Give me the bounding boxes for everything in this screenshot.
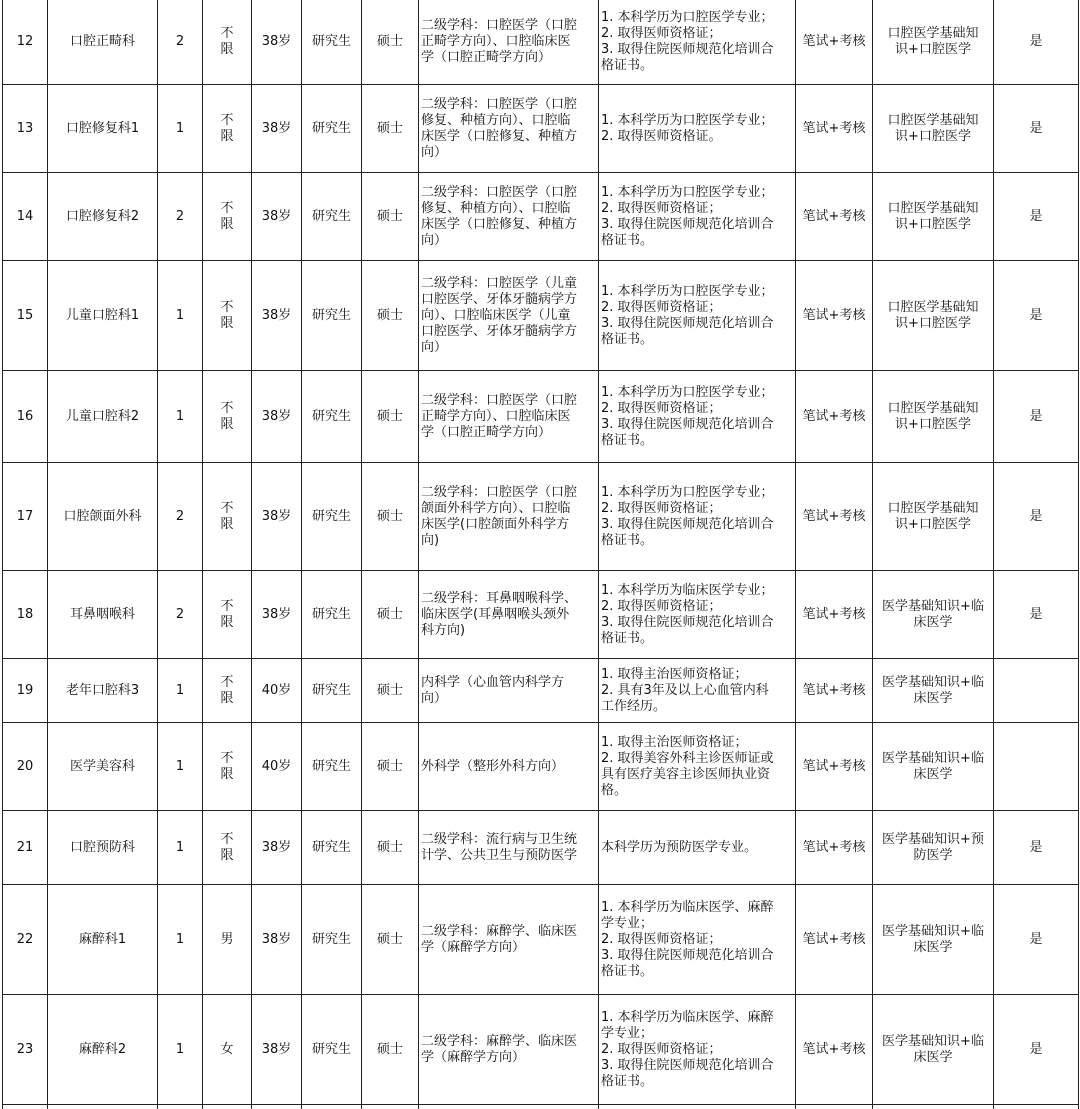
table-row [3,571,1079,659]
cell-exam-method: 笔试+考核 [796,811,873,885]
table-row [3,261,1079,371]
cell-count: 1 [158,371,203,463]
cell-degree: 硕士 [362,811,419,885]
cell-gender: 女 [203,995,252,1105]
cell-exam-content: 医学基础知识+临 床医学 [873,885,994,995]
cell-exam-method: 笔试+考核 [796,995,873,1105]
cell-requirements: 1. 本科学历为临床医学、麻醉 学专业； 2. 取得医师资格证； 3. 取得住院医师规范化培训合 格证书。 [599,885,796,995]
cell-number: 20 [3,723,48,811]
cell-gender: 不 限 [203,173,252,261]
cell-degree: 硕士 [362,85,419,173]
cell-education: 研究生 [302,371,362,463]
cell-degree: 硕士 [362,371,419,463]
cell-major: 二级学科：流行病与卫生统 计学、公共卫生与预防医学 [419,811,599,885]
cell-count: 1 [158,885,203,995]
cell-requirements: 本科学历为预防医学专业。 [599,811,796,885]
cell-major: 二级学科：口腔医学（儿童 口腔医学、牙体牙髓病学方 向）、口腔临床医学（儿童 口腔医学、牙体牙髓病学方 向） [419,261,599,371]
cell-age: 40岁 [252,659,302,723]
cell-degree: 硕士 [362,659,419,723]
cell-exam-method: 笔试+考核 [796,85,873,173]
table-body [3,0,1079,1105]
cell-degree: 硕士 [362,0,419,85]
cell-exam-content: 口腔医学基础知 识+口腔医学 [873,0,994,85]
cell-department: 儿童口腔科2 [48,371,158,463]
cell-count: 1 [158,811,203,885]
cell-department: 麻醉科1 [48,885,158,995]
cell-degree: 硕士 [362,261,419,371]
cell-gender: 不 限 [203,659,252,723]
cell-department: 儿童口腔科1 [48,261,158,371]
cell-requirements: 1. 本科学历为口腔医学专业； 2. 取得医师资格证； 3. 取得住院医师规范化培训合 格证书。 [599,261,796,371]
cell-education: 研究生 [302,811,362,885]
cell-age: 38岁 [252,173,302,261]
cell-flag: 是 [994,0,1079,85]
cell-age: 38岁 [252,371,302,463]
cell-requirements: 1. 本科学历为口腔医学专业； 2. 取得医师资格证； 3. 取得住院医师规范化培训合 格证书。 [599,371,796,463]
cell-exam-method: 笔试+考核 [796,463,873,571]
cell-department: 耳鼻咽喉科 [48,571,158,659]
cell-requirements: 1. 本科学历为临床医学专业； 2. 取得医师资格证； 3. 取得住院医师规范化培训合 格证书。 [599,571,796,659]
cell-number: 14 [3,173,48,261]
table-row [3,371,1079,463]
cell-education: 研究生 [302,463,362,571]
cell-degree: 硕士 [362,723,419,811]
cell-major: 二级学科：口腔医学（口腔 修复、种植方向）、口腔临 床医学（口腔修复、种植方 向） [419,173,599,261]
cell-major: 二级学科：麻醉学、临床医 学（麻醉学方向） [419,995,599,1105]
cell-exam-content: 口腔医学基础知 识+口腔医学 [873,261,994,371]
cell-number: 15 [3,261,48,371]
cell-department: 口腔修复科1 [48,85,158,173]
cell-age: 38岁 [252,571,302,659]
cell-number: 19 [3,659,48,723]
cell-degree: 硕士 [362,995,419,1105]
cell-gender: 不 限 [203,811,252,885]
cell-education: 研究生 [302,885,362,995]
cell-exam-content: 口腔医学基础知 识+口腔医学 [873,371,994,463]
cell-requirements: 1. 本科学历为口腔医学专业； 2. 取得医师资格证； 3. 取得住院医师规范化培训合 格证书。 [599,173,796,261]
cell-exam-method: 笔试+考核 [796,885,873,995]
cell-department: 医学美容科 [48,723,158,811]
cell-age: 38岁 [252,995,302,1105]
cell-count: 2 [158,571,203,659]
cell-exam-method: 笔试+考核 [796,371,873,463]
table-row [3,995,1079,1105]
cell-flag: 是 [994,811,1079,885]
cell-education: 研究生 [302,571,362,659]
cell-gender: 男 [203,885,252,995]
cell-exam-content: 医学基础知识+临 床医学 [873,723,994,811]
cell-major: 二级学科：麻醉学、临床医 学（麻醉学方向） [419,885,599,995]
cell-gender: 不 限 [203,371,252,463]
cell-major: 二级学科：口腔医学（口腔 颌面外科学方向）、口腔临 床医学(口腔颌面外科学方 向) [419,463,599,571]
cell-exam-content: 口腔医学基础知 识+口腔医学 [873,463,994,571]
cell-flag: 是 [994,173,1079,261]
cell-education: 研究生 [302,261,362,371]
cell-number: 12 [3,0,48,85]
cell-number: 16 [3,371,48,463]
cell-flag [994,723,1079,811]
cell-major: 二级学科：耳鼻咽喉科学、 临床医学(耳鼻咽喉头颈外 科方向) [419,571,599,659]
cell-flag: 是 [994,261,1079,371]
cell-requirements: 1. 本科学历为临床医学、麻醉 学专业； 2. 取得医师资格证； 3. 取得住院医师规范化培训合 格证书。 [599,995,796,1105]
cell-flag: 是 [994,463,1079,571]
cell-degree: 硕士 [362,571,419,659]
cell-department: 口腔预防科 [48,811,158,885]
cell-age: 40岁 [252,723,302,811]
table-row [3,85,1079,173]
cell-number: 23 [3,995,48,1105]
cell-education: 研究生 [302,995,362,1105]
cell-age: 38岁 [252,261,302,371]
cell-count: 2 [158,0,203,85]
cell-count: 1 [158,723,203,811]
cell-number: 13 [3,85,48,173]
cell-major: 二级学科：口腔医学（口腔 修复、种植方向）、口腔临 床医学（口腔修复、种植方 向） [419,85,599,173]
cell-flag: 是 [994,885,1079,995]
cell-gender: 不 限 [203,723,252,811]
cell-age: 38岁 [252,885,302,995]
cell-number: 17 [3,463,48,571]
cell-degree: 硕士 [362,463,419,571]
cell-requirements: 1. 本科学历为口腔医学专业； 2. 取得医师资格证。 [599,85,796,173]
table-row [3,659,1079,723]
cell-count: 1 [158,659,203,723]
cell-flag [994,659,1079,723]
cell-requirements: 1. 本科学历为口腔医学专业； 2. 取得医师资格证； 3. 取得住院医师规范化培训合 格证书。 [599,0,796,85]
table-row [3,463,1079,571]
cell-exam-content: 医学基础知识+预 防医学 [873,811,994,885]
cell-exam-method: 笔试+考核 [796,0,873,85]
table-row [3,885,1079,995]
cell-flag: 是 [994,371,1079,463]
cell-count: 1 [158,995,203,1105]
cell-gender: 不 限 [203,85,252,173]
cell-exam-content: 医学基础知识+临 床医学 [873,659,994,723]
cell-major: 二级学科：口腔医学（口腔 正畸学方向）、口腔临床医 学（口腔正畸学方向） [419,371,599,463]
cell-flag: 是 [994,85,1079,173]
cell-flag: 是 [994,995,1079,1105]
cell-age: 38岁 [252,811,302,885]
cell-flag: 是 [994,571,1079,659]
table-row [3,723,1079,811]
recruitment-table [2,0,1079,1105]
cell-education: 研究生 [302,723,362,811]
cell-education: 研究生 [302,173,362,261]
cell-requirements: 1. 本科学历为口腔医学专业； 2. 取得医师资格证； 3. 取得住院医师规范化培训合 格证书。 [599,463,796,571]
cell-exam-content: 口腔医学基础知 识+口腔医学 [873,173,994,261]
cell-number: 22 [3,885,48,995]
cell-age: 38岁 [252,85,302,173]
cell-education: 研究生 [302,85,362,173]
table-row [3,173,1079,261]
cell-department: 麻醉科2 [48,995,158,1105]
cell-exam-content: 口腔医学基础知 识+口腔医学 [873,85,994,173]
cell-department: 口腔颌面外科 [48,463,158,571]
cell-count: 1 [158,85,203,173]
cell-exam-method: 笔试+考核 [796,173,873,261]
cell-gender: 不 限 [203,0,252,85]
cell-exam-method: 笔试+考核 [796,659,873,723]
cell-requirements: 1. 取得主治医师资格证； 2. 具有3年及以上心血管内科 工作经历。 [599,659,796,723]
cell-exam-method: 笔试+考核 [796,571,873,659]
cell-count: 2 [158,173,203,261]
cell-number: 18 [3,571,48,659]
cell-major: 二级学科：口腔医学（口腔 正畸学方向）、口腔临床医 学（口腔正畸学方向） [419,0,599,85]
cell-degree: 硕士 [362,173,419,261]
cell-degree: 硕士 [362,885,419,995]
cell-age: 38岁 [252,463,302,571]
cell-count: 1 [158,261,203,371]
cell-count: 2 [158,463,203,571]
cell-department: 口腔正畸科 [48,0,158,85]
cell-department: 老年口腔科3 [48,659,158,723]
cell-education: 研究生 [302,0,362,85]
cell-number: 21 [3,811,48,885]
cell-gender: 不 限 [203,463,252,571]
cell-major: 内科学（心血管内科学方 向） [419,659,599,723]
cell-exam-content: 医学基础知识+临 床医学 [873,995,994,1105]
next-row-edge [0,1104,1080,1109]
table-row [3,811,1079,885]
cell-exam-content: 医学基础知识+临 床医学 [873,571,994,659]
cell-education: 研究生 [302,659,362,723]
cell-major: 外科学（整形外科方向） [419,723,599,811]
cell-requirements: 1. 取得主治医师资格证； 2. 取得美容外科主诊医师证或 具有医疗美容主诊医师执业资 格。 [599,723,796,811]
cell-gender: 不 限 [203,261,252,371]
cell-gender: 不 限 [203,571,252,659]
cell-department: 口腔修复科2 [48,173,158,261]
cell-exam-method: 笔试+考核 [796,261,873,371]
cell-exam-method: 笔试+考核 [796,723,873,811]
table-row [3,0,1079,85]
cell-age: 38岁 [252,0,302,85]
